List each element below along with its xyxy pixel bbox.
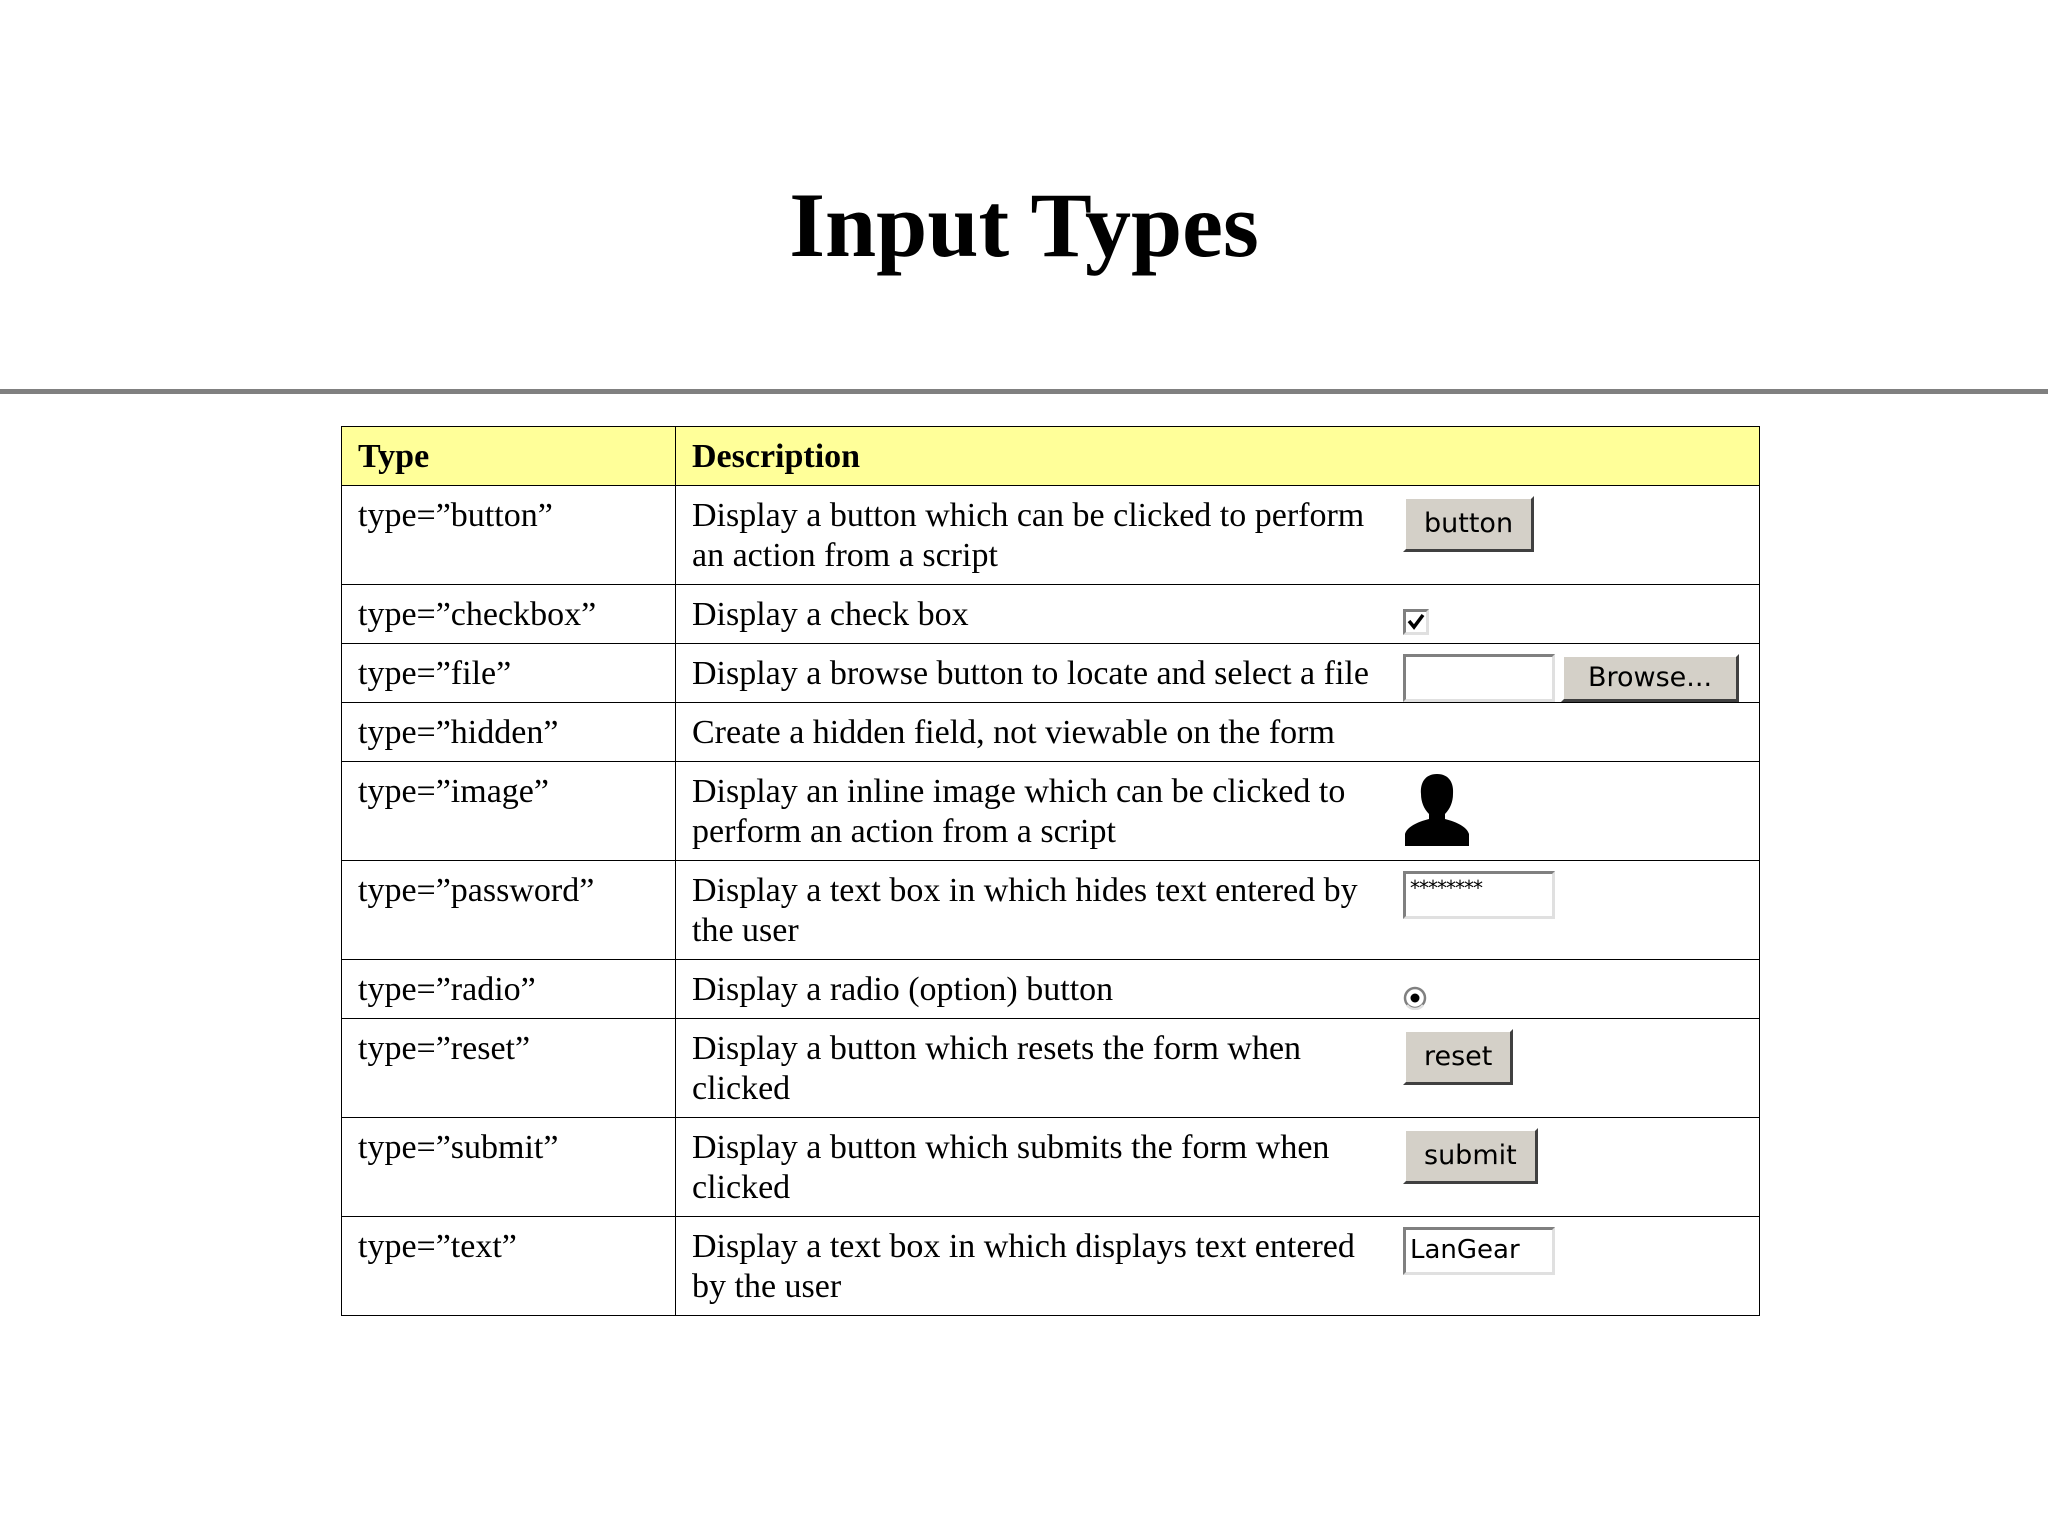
- table-header-row: [342, 427, 1760, 486]
- type-cell: type=”image”: [342, 762, 676, 861]
- description-cell: [676, 1118, 1760, 1217]
- type-cell: type=”text”: [342, 1217, 676, 1316]
- demo-control: [1403, 496, 1534, 552]
- description-text: Display a button which submits the form when clicked: [692, 1129, 1330, 1206]
- type-cell: type=”checkbox”: [342, 585, 676, 644]
- table-row: [342, 1217, 1760, 1316]
- input-types-table: [341, 426, 1760, 1316]
- table-row: [342, 644, 1760, 703]
- demo-control: [1403, 654, 1739, 702]
- title-divider: [0, 389, 2048, 394]
- description-text: Create a hidden field, not viewable on the form: [692, 714, 1335, 751]
- description-cell: [676, 585, 1760, 644]
- description-cell: [676, 960, 1760, 1019]
- reset-button[interactable]: reset: [1403, 1029, 1513, 1085]
- text-field[interactable]: LanGear: [1403, 1227, 1555, 1275]
- description-text: Display a button which can be clicked to perform an action from a script: [692, 497, 1365, 574]
- header-description: Description: [676, 427, 1760, 486]
- table-row: [342, 762, 1760, 861]
- description-text: Display a radio (option) button: [692, 971, 1114, 1008]
- description-text: Display a text box in which displays text entered by the user: [692, 1228, 1355, 1305]
- table-row: [342, 703, 1760, 762]
- password-field[interactable]: ********: [1403, 871, 1555, 919]
- type-cell: type=”hidden”: [342, 703, 676, 762]
- table-row: [342, 1118, 1760, 1217]
- page-title: Input Types: [789, 174, 1259, 276]
- description-text: Display a check box: [692, 596, 969, 633]
- description-cell: [676, 703, 1760, 762]
- type-cell: type=”radio”: [342, 960, 676, 1019]
- person-silhouette-icon[interactable]: [1403, 772, 1471, 846]
- description-text: Display a text box in which hides text entered by the user: [692, 872, 1358, 949]
- type-cell: type=”password”: [342, 861, 676, 960]
- checkbox[interactable]: [1403, 609, 1429, 635]
- table-row: [342, 960, 1760, 1019]
- description-cell: [676, 861, 1760, 960]
- type-cell: type=”reset”: [342, 1019, 676, 1118]
- type-cell: type=”submit”: [342, 1118, 676, 1217]
- table-row: [342, 585, 1760, 644]
- description-cell: [676, 644, 1760, 703]
- demo-control: [1403, 595, 1429, 645]
- check-icon: [1406, 612, 1426, 632]
- demo-control: [1403, 970, 1427, 1020]
- description-text: Display an inline image which can be clicked to perform an action from a script: [692, 773, 1346, 850]
- demo-control: [1403, 1128, 1538, 1184]
- description-text: Display a browse button to locate and select a file: [692, 655, 1369, 692]
- button-button[interactable]: button: [1403, 496, 1534, 552]
- browse-button[interactable]: Browse...: [1561, 654, 1739, 702]
- demo-control: [1403, 1227, 1555, 1275]
- description-text: Display a button which resets the form when clicked: [692, 1030, 1302, 1107]
- description-cell: [676, 762, 1760, 861]
- type-cell: type=”file”: [342, 644, 676, 703]
- demo-control: [1403, 871, 1555, 919]
- description-cell: [676, 1019, 1760, 1118]
- demo-control: [1403, 1029, 1513, 1085]
- table-row: [342, 861, 1760, 960]
- radio-dot-icon[interactable]: [1403, 986, 1427, 1010]
- file-path-input[interactable]: [1403, 654, 1555, 702]
- header-type: Type: [342, 427, 676, 486]
- table-row: [342, 486, 1760, 585]
- type-cell: type=”button”: [342, 486, 676, 585]
- table-row: [342, 1019, 1760, 1118]
- description-cell: [676, 1217, 1760, 1316]
- demo-control: [1403, 772, 1471, 856]
- submit-button[interactable]: submit: [1403, 1128, 1538, 1184]
- description-cell: [676, 486, 1760, 585]
